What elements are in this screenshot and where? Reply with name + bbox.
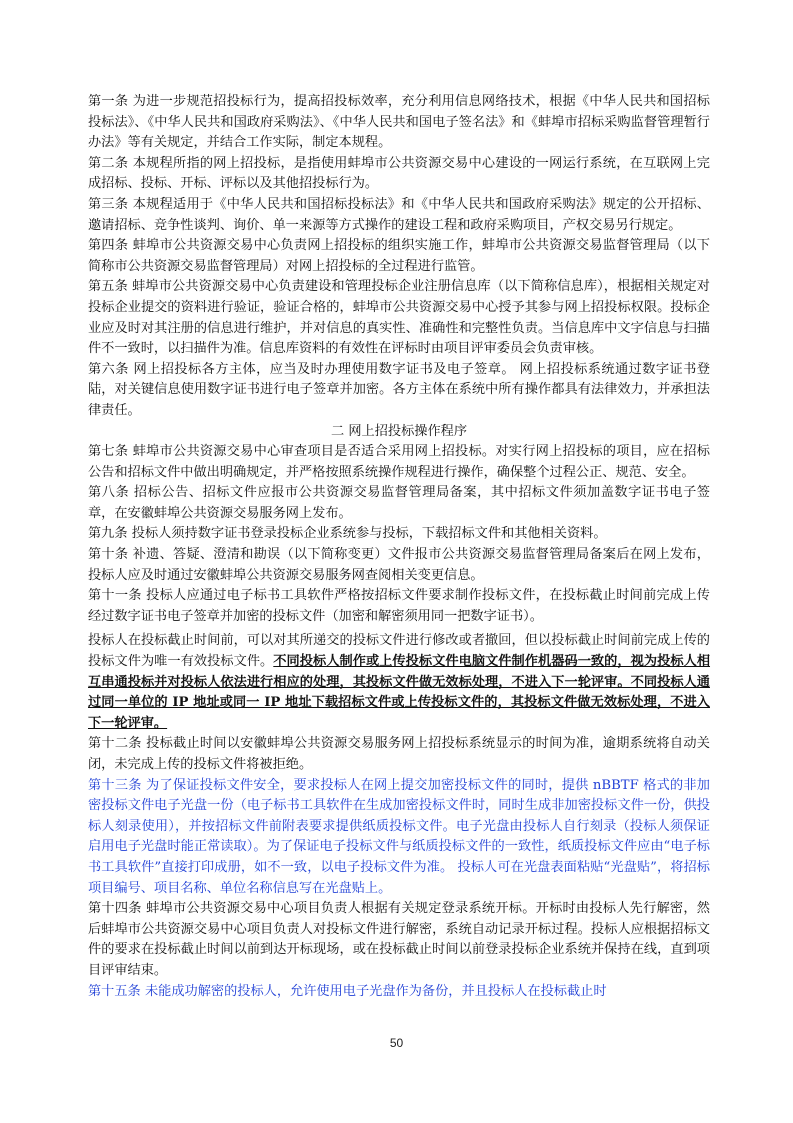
page-number: 50 [389,1036,404,1050]
article-5: 第五条 蚌埠市公共资源交易中心负责建设和管理投标企业注册信息库（以下简称信息库），根据相关规定对投标企业提交的资料进行验证，验证合格的，蚌埠市公共资源交易中心授予其参与网上招投标权限。投标企业应及时对其注册的信息进行维护，并对信息的真实性、准确性和完整性负责。当信息库中文字信息与扫描件不一致时，以扫描件为准。信息库资料的有效性在评标时由项目评审委员会负责审核。 [88,279,710,357]
article-11-continuation-text: 投标人在投标截止时间前，可以对其所递交的投标文件进行修改或者撤回，但以投标截止时间前完成上传的投标文件为唯一有效投标文件。 [88,633,710,670]
article-9: 第九条 投标人须持数字证书登录投标企业系统参与投标，下载招标文件和其他相关资料。 [88,526,607,542]
article-8: 第八条 招标公告、招标文件应报市公共资源交易监督管理局备案，其中招标文件须加盖数字证书电子签章，在安徽蚌埠公共资源交易服务网上发布。 [88,485,710,521]
article-1: 第一条 为进一步规范招投标行为，提高招投标效率，充分利用信息网络技术，根据《中华人民共和国招标投标法》、《中华人民共和国政府采购法》、《中华人民共和国电子签名法》和《蚌埠市招标采购监督管理暂行办法》等有关规定，并结合工作实际，制定本规程。 [88,94,710,151]
article-4: 第四条 蚌埠市公共资源交易中心负责网上招投标的组织实施工作，蚌埠市公共资源交易监督管理局（以下简称市公共资源交易监督管理局）对网上招投标的全过程进行监管。 [88,238,710,274]
article-3: 第三条 本规程适用于《中华人民共和国招标投标法》和《中华人民共和国政府采购法》规定的公开招标、邀请招标、竞争性谈判、询价、单一来源等方式操作的建设工程和政府采购项目，产权交易另行规定。 [88,196,710,233]
article-10: 第十条 补遗、答疑、澄清和勘误（以下简称变更）文件报市公共资源交易监督管理局备案后在网上发布，投标人应及时通过安徽蚌埠公共资源交易服务网查阅相关变更信息。 [88,547,710,583]
article-6: 第六条 网上招投标各方主体，应当及时办理使用数字证书及电子签章。 网上招投标系统通过数字证书登陆，对关键信息使用数字证书进行电子签章并加密。各方主体在系统中所有操作都具有法律效力，并承担法律责任。 [88,361,710,418]
article-13: 第十三条 为了保证投标文件安全，要求投标人在网上提交加密投标文件的同时，提供 nBBTF 格式的非加密投标文件电子光盘一份（电子标书工具软件在生成加密投标文件时，同时生成非加密投标文件一份，供投标人刻录使用），并按招标文件前附表要求提供纸质投标文件。电子光盘由投标人自行刻录（投标人须保证启用电子光盘时能正常读取）。为了保证电子投标文件与纸质投标文件的一致性，纸质投标文件应由“电子标书工具软件”直接打印成册，如不一致，以电子投标文件为准。 投标人可在光盘表面粘贴“光盘贴”，将招标项目编号、项目名称、单位名称信息写在光盘贴上。 [88,777,710,896]
article-12: 第十二条 投标截止时间以安徽蚌埠公共资源交易服务网上招投标系统显示的时间为准，逾期系统将自动关闭，未完成上传的投标文件将被拒绝。 [88,736,710,772]
section-heading-2: 二 网上招投标操作程序 [330,423,468,439]
article-15: 第十五条 未能成功解密的投标人，允许使用电子光盘作为备份，并且投标人在投标截止时 [88,983,607,999]
article-2: 第二条 本规程所指的网上招投标，是指使用蚌埠市公共资源交易中心建设的一网运行系统，在互联网上完成招标、投标、开标、评标以及其他招投标行为。 [88,155,710,192]
article-11-bold-underlined-text: 不同投标人制作或上传投标文件电脑文件制作机器码一致的，视为投标人相互串通投标并对投标人依法进行相应的处理，其投标文件做无效标处理，不进入下一轮评审。不同投标人通过同一单位的 IP 地址或同一 IP 地址下载招标文件或上传投标文件的，其投标文件做无效标处理，不进入下一轮评审。 [88,654,711,731]
article-11: 第十一条 投标人应通过电子标书工具软件严格按招标文件要求制作投标文件，在投标截止时间前完成上传经过数字证书电子签章并加密的投标文件（加密和解密须用同一把数字证书）。 [88,588,710,624]
article-14: 第十四条 蚌埠市公共资源交易中心项目负责人根据有关规定登录系统开标。开标时由投标人先行解密，然后蚌埠市公共资源交易中心项目负责人对投标文件进行解密，系统自动记录开标过程。投标人应根据招标文件的要求在投标截止时间以前到达开标现场，或在投标截止时间以前登录投标企业系统并保持在线，直到项目评审结束。 [88,901,710,978]
document-body [88,92,710,1002]
article-7: 第七条 蚌埠市公共资源交易中心审查项目是否适合采用网上招投标。对实行网上招投标的项目，应在招标公告和招标文件中做出明确规定，并严格按照系统操作规程进行操作，确保整个过程公正、规范、安全。 [88,444,710,480]
article-11-continuation [88,631,710,734]
